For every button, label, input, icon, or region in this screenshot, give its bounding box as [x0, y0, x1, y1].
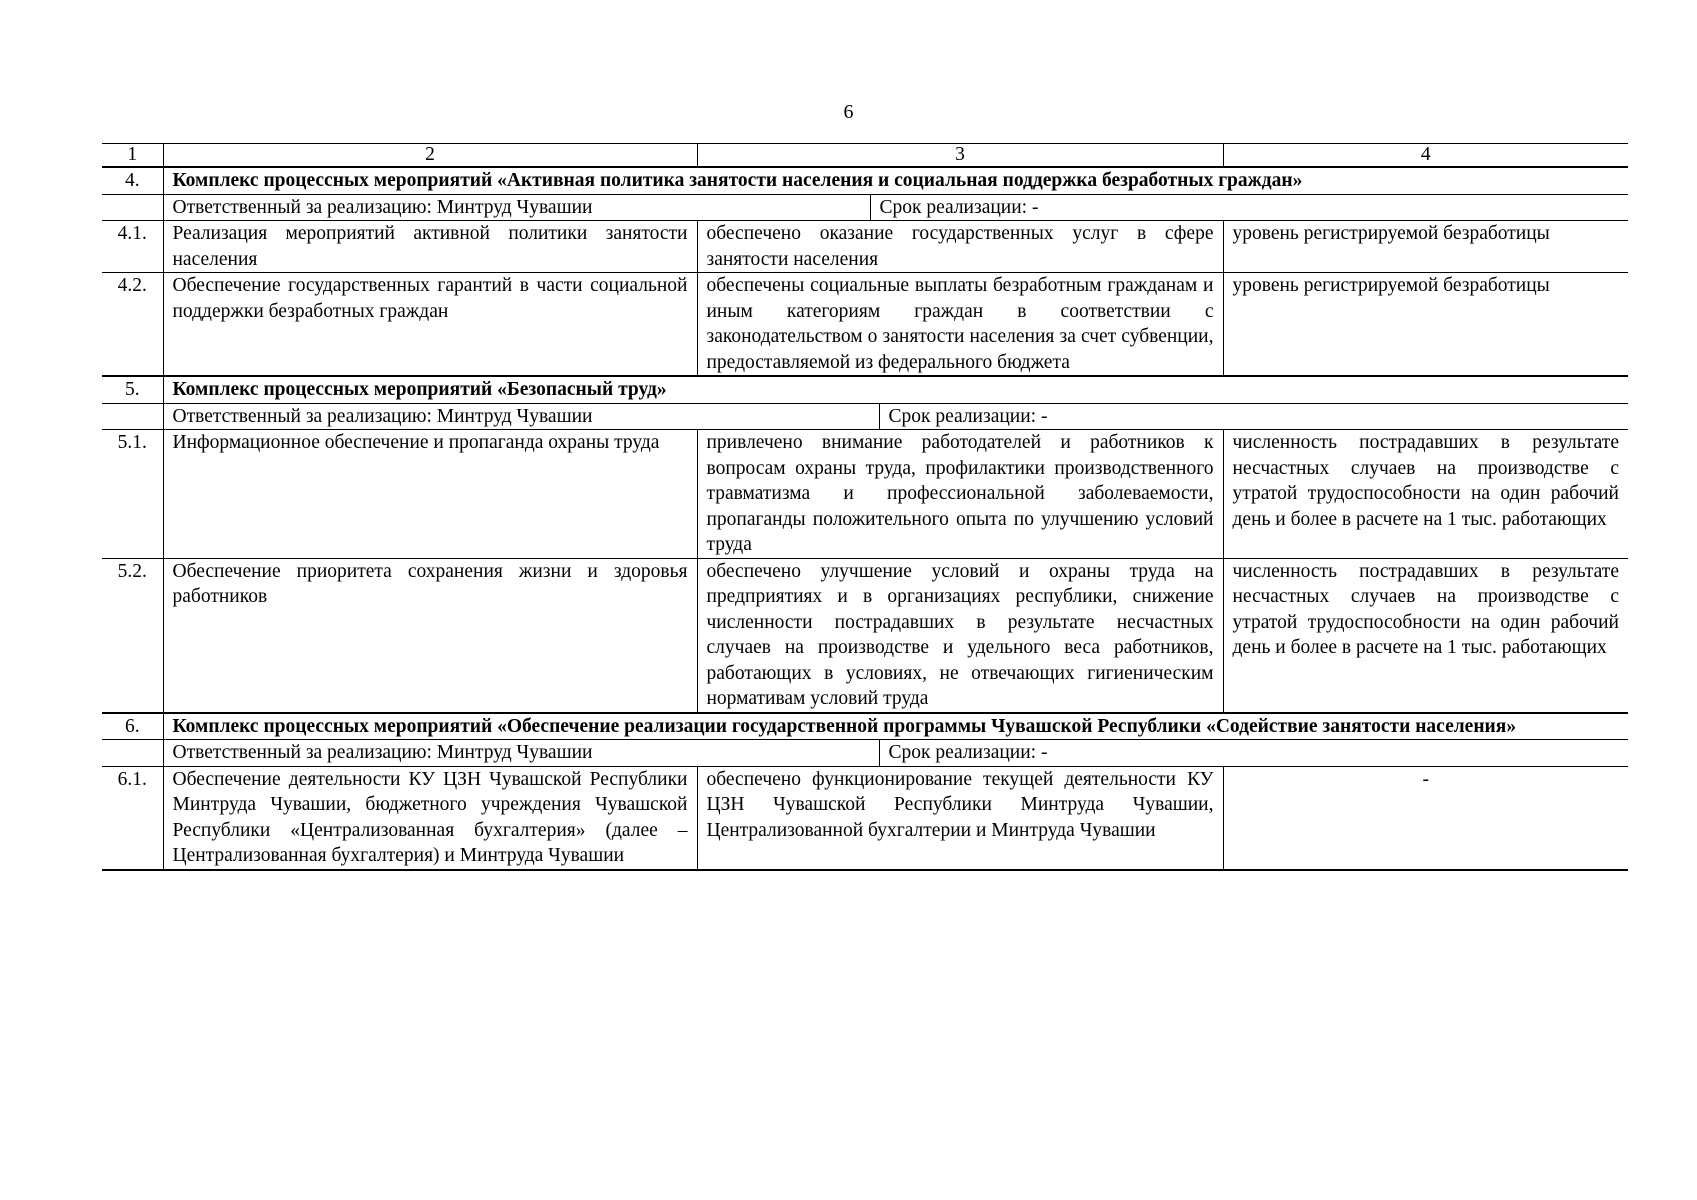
- indicator-cell: -: [1223, 766, 1628, 870]
- column-number-row: [102, 144, 1628, 168]
- section-number: 6.: [102, 713, 163, 740]
- indicator-cell: уровень регистрируемой безработицы: [1223, 221, 1628, 273]
- empty-cell: [102, 194, 163, 221]
- table-row: [102, 558, 1628, 713]
- row-number: 4.2.: [102, 273, 163, 377]
- deadline-label: Срок реализации: -: [888, 742, 1048, 763]
- indicator-cell: численность пострадавших в результате несчастных случаев на производстве с утратой трудоспособности на один рабочий день и более в расчете на 1 тыс. работающих: [1223, 558, 1628, 713]
- task-cell: Обеспечение приоритета сохранения жизни и здоровья работников: [163, 558, 697, 713]
- section-title: Комплекс процессных мероприятий «Безопасный труд»: [163, 376, 1628, 403]
- section-header-row: [102, 376, 1628, 403]
- empty-cell: [102, 403, 163, 430]
- table-row: [102, 766, 1628, 870]
- responsible-cell: [163, 740, 1628, 767]
- task-cell: Информационное обеспечение и пропаганда охраны труда: [163, 430, 697, 559]
- row-number: 6.1.: [102, 766, 163, 870]
- row-number: 5.1.: [102, 430, 163, 559]
- responsible-label: Ответственный за реализацию: Минтруд Чувашии: [164, 404, 880, 430]
- column-number: 4: [1223, 144, 1628, 168]
- result-cell: обеспечены социальные выплаты безработным гражданам и иным категориям граждан в соответствии с законодательством о занятости населения за счет субвенции, предоставляемой из федерального бюджета: [697, 273, 1223, 377]
- responsible-label: Ответственный за реализацию: Минтруд Чувашии: [164, 740, 880, 766]
- section-header-row: [102, 713, 1628, 740]
- empty-cell: [102, 740, 163, 767]
- indicator-cell: численность пострадавших в результате несчастных случаев на производстве с утратой трудоспособности на один рабочий день и более в расчете на 1 тыс. работающих: [1223, 430, 1628, 559]
- section-header-row: [102, 167, 1628, 194]
- column-number: 3: [697, 144, 1223, 168]
- row-number: 5.2.: [102, 558, 163, 713]
- indicator-cell: уровень регистрируемой безработицы: [1223, 273, 1628, 377]
- section-title: Комплекс процессных мероприятий «Обеспечение реализации государственной программы Чувашской Республики «Содействие занятости населения»: [163, 713, 1628, 740]
- column-number: 2: [163, 144, 697, 168]
- task-cell: Реализация мероприятий активной политики занятости населения: [163, 221, 697, 273]
- column-number: 1: [102, 144, 163, 168]
- task-cell: Обеспечение деятельности КУ ЦЗН Чувашской Республики Минтруда Чувашии, бюджетного учреждения Чувашской Республики «Централизованная бухгалтерия» (далее – Централизованная бухгалтерия) и Минтруда Чувашии: [163, 766, 697, 870]
- row-number: 4.1.: [102, 221, 163, 273]
- deadline-label: Срок реализации: -: [888, 405, 1048, 427]
- responsible-row: [102, 740, 1628, 767]
- page-number: 6: [843, 101, 854, 123]
- task-cell: Обеспечение государственных гарантий в части социальной поддержки безработных граждан: [163, 273, 697, 377]
- responsible-cell: [163, 194, 1628, 221]
- result-cell: обеспечено улучшение условий и охраны труда на предприятиях и в организациях республики, снижение численности пострадавших в результате несчастных случаев на производстве и удельного веса работников, работающих в условиях, не отвечающих гигиеническим нормативам условий труда: [697, 558, 1223, 713]
- table-row: [102, 430, 1628, 559]
- section-number: 5.: [102, 376, 163, 403]
- result-cell: обеспечено оказание государственных услуг в сфере занятости населения: [697, 221, 1223, 273]
- section-title: Комплекс процессных мероприятий «Активная политика занятости населения и социальная поддержка безработных граждан»: [163, 167, 1628, 194]
- deadline-label: Срок реализации: -: [879, 196, 1039, 218]
- responsible-row: [102, 194, 1628, 221]
- responsible-row: [102, 403, 1628, 430]
- responsible-cell: [163, 403, 1628, 430]
- table-row: [102, 273, 1628, 377]
- responsible-label: Ответственный за реализацию: Минтруд Чувашии: [164, 195, 871, 221]
- result-cell: обеспечено функционирование текущей деятельности КУ ЦЗН Чувашской Республики Минтруда Чувашии, Централизованной бухгалтерии и Минтруда Чувашии: [697, 766, 1223, 870]
- program-table: [102, 143, 1628, 871]
- table-row: [102, 221, 1628, 273]
- result-cell: привлечено внимание работодателей и работников к вопросам охраны труда, профилактики производственного травматизма и профессиональной заболеваемости, пропаганды положительного опыта по улучшению условий труда: [697, 430, 1223, 559]
- section-number: 4.: [102, 167, 163, 194]
